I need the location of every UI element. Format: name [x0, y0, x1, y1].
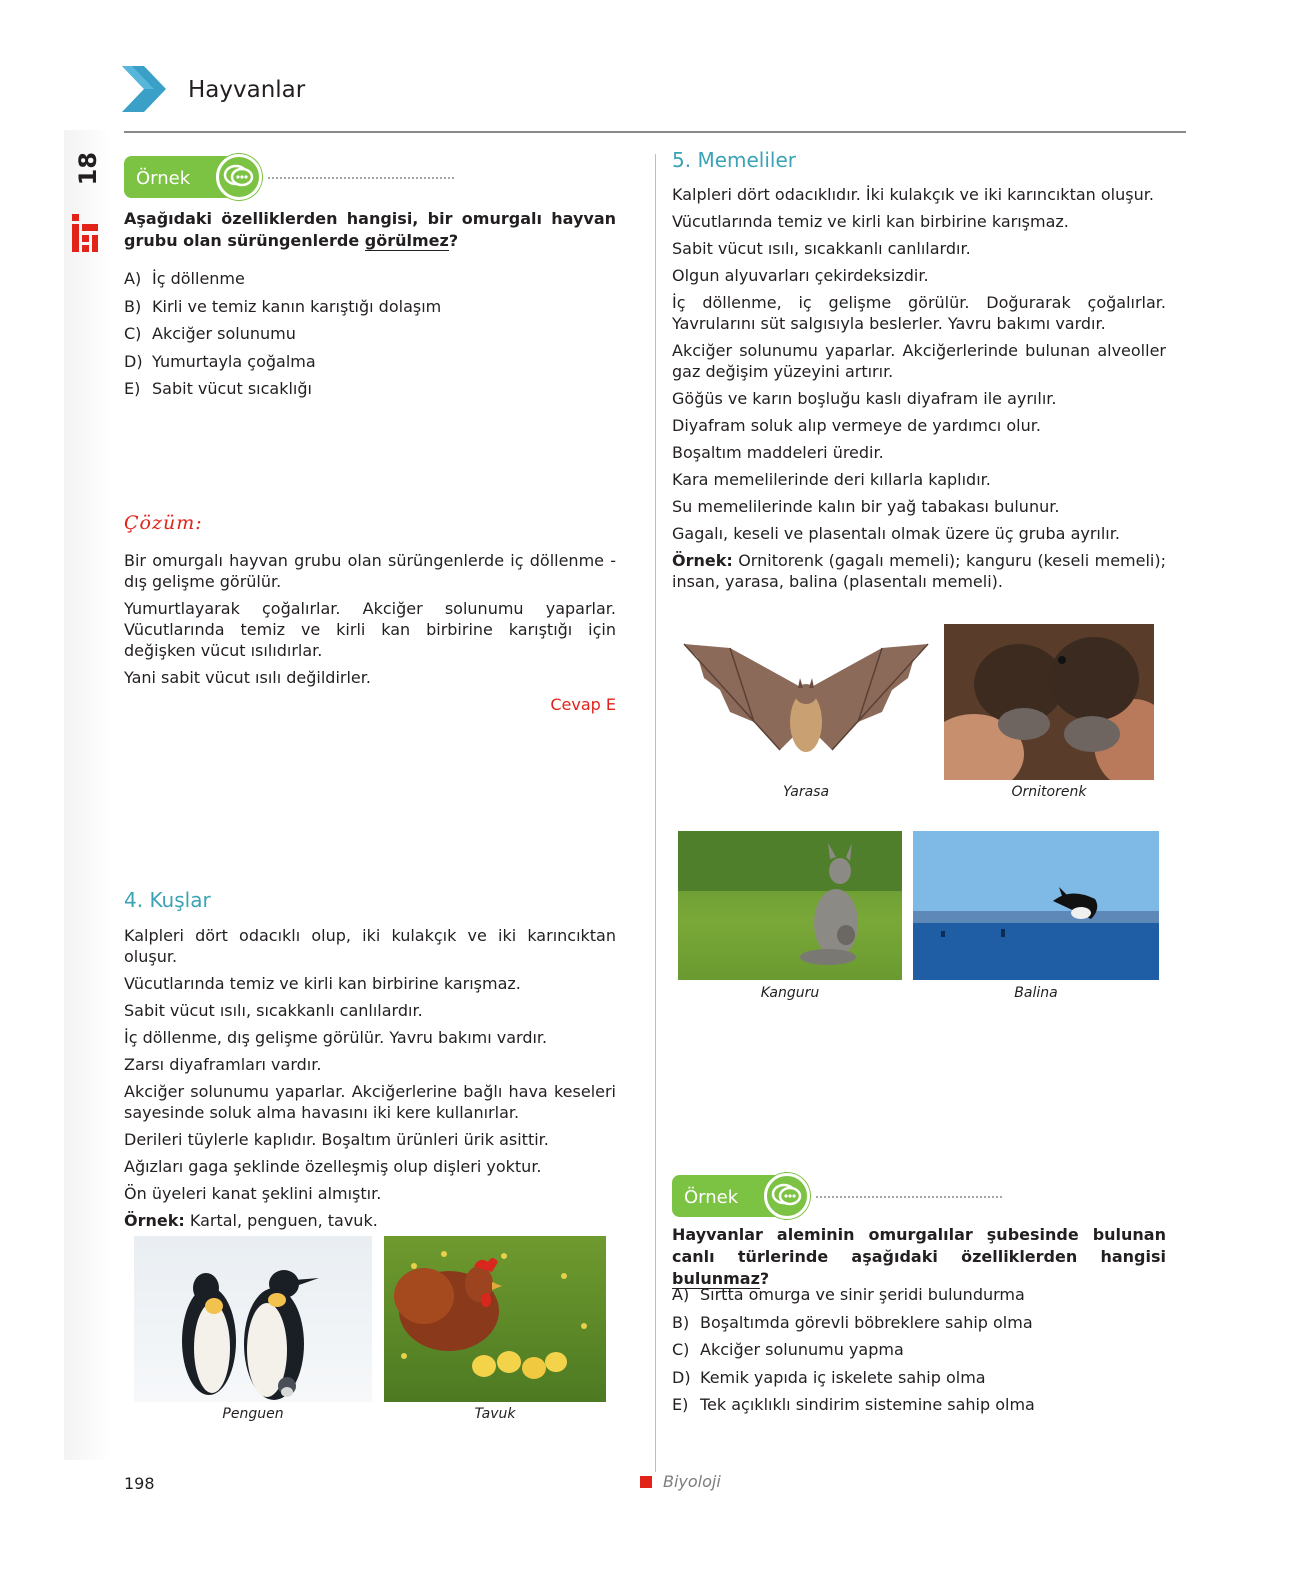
birds-paragraph: Kalpleri dört odacıklı olup, iki kulakçık ve iki karıncıktan oluşur.: [124, 926, 616, 966]
side-label-number: 18: [74, 152, 102, 186]
bat-photo: [680, 630, 932, 780]
whale-caption: Balina: [1014, 985, 1058, 1001]
birds-paragraph: Sabit vücut ısılı, sıcakkanlı canlılardır.: [124, 1001, 423, 1020]
kangaroo-caption: Kanguru: [760, 985, 820, 1001]
section-title-birds: 4. Kuşlar: [124, 888, 211, 912]
side-label: [68, 152, 106, 252]
birds-paragraph: Akciğer solunumu yaparlar. Akciğerlerine bağlı hava keseleri sayesinde soluk alma havasını iki kere kullanırlar.: [124, 1082, 616, 1122]
option-text: Kirli ve temiz kanın karıştığı dolaşım: [152, 296, 442, 316]
header-rule: [124, 131, 1186, 133]
example-question-underlined: bulunmaz: [672, 1269, 760, 1288]
birds-paragraph: Vücutlarında temiz ve kirli kan birbirine karışmaz.: [124, 974, 521, 993]
solution-paragraph: Bir omurgalı hayvan grubu olan sürüngenlerde iç döllenme - dış gelişme görülür.: [124, 551, 616, 591]
option-text: Kemik yapıda iç iskelete sahip olma: [700, 1367, 986, 1387]
birds-paragraph: Zarsı diyaframları vardır.: [124, 1055, 322, 1074]
mammals-paragraph: Diyafram soluk alıp vermeye de yardımcı olur.: [672, 416, 1041, 435]
chicken-caption: Tavuk: [474, 1406, 516, 1422]
option-text: Akciğer solunumu yapma: [700, 1340, 904, 1359]
option-e[interactable]: [672, 1391, 1166, 1419]
option-letter: E): [672, 1395, 689, 1414]
option-e[interactable]: [124, 375, 616, 403]
option-d[interactable]: [672, 1364, 1166, 1392]
answer-label: Cevap E: [550, 695, 616, 714]
birds-paragraph: İç döllenme, dış gelişme görülür. Yavru bakımı vardır.: [124, 1028, 548, 1047]
solution-paragraph: Yani sabit vücut ısılı değildirler.: [124, 668, 371, 687]
option-c[interactable]: [124, 320, 616, 348]
mammals-paragraph: Boşaltım maddeleri üredir.: [672, 443, 884, 462]
page-title: Hayvanlar: [188, 77, 306, 103]
example-badge: [124, 154, 454, 200]
birds-example: [124, 1210, 616, 1231]
speech-bubble-icon: [764, 1173, 810, 1219]
side-label-mark-icon: [72, 214, 100, 252]
mammals-paragraph: Gagalı, keseli ve plasentalı olmak üzere üç gruba ayrılır.: [672, 524, 1120, 543]
mammals-example: [672, 550, 1166, 592]
mammals-paragraph: Sabit vücut ısılı, sıcakkanlı canlılardır.: [672, 239, 971, 258]
solution-paragraph: Yumurtlayarak çoğalırlar. Akciğer solunumu yaparlar. Vücutlarında temiz ve kirli kan birbirine karıştığı için değişken vücut ısılıdırlar.: [124, 599, 616, 660]
mammals-text: [672, 184, 1166, 598]
example-badge-dots: [268, 177, 454, 179]
solution-title: Çözüm:: [124, 512, 203, 534]
whale-photo: [913, 831, 1159, 980]
example-options: [672, 1281, 1166, 1419]
mammals-paragraph: Kara memelilerinde deri kıllarla kaplıdır.: [672, 470, 991, 489]
option-text: Yumurtayla çoğalma: [152, 351, 316, 371]
example-badge-label: Örnek: [136, 168, 191, 189]
option-letter: B): [672, 1312, 690, 1332]
option-text: Boşaltımda görevli böbreklere sahip olma: [700, 1312, 1033, 1332]
example-question-underlined: görülmez: [364, 231, 449, 250]
speech-bubble-icon: [216, 154, 262, 200]
chicken-photo: [384, 1236, 606, 1402]
option-text: İç döllenme: [152, 269, 245, 288]
mammals-paragraph: Akciğer solunumu yaparlar. Akciğerlerinde bulunan alveoller gaz değişim yüzeyini artırır.: [672, 341, 1166, 381]
book-square-icon: [640, 1476, 652, 1488]
option-a[interactable]: [124, 265, 616, 293]
option-d[interactable]: [124, 348, 616, 376]
example-question-suffix: ?: [759, 1269, 770, 1288]
option-text: Akciğer solunumu: [152, 324, 296, 343]
option-letter: D): [672, 1367, 691, 1387]
mammals-paragraph: İç döllenme, iç gelişme görülür. Doğurarak çoğalırlar. Yavrularını süt salgısıyla beslerler. Yavru bakımı vardır.: [672, 293, 1166, 333]
mammals-example-text: Ornitorenk (gagalı memeli); kanguru (keseli memeli); insan, yarasa, balina (plasentalı memeli).: [672, 551, 1166, 591]
example-question: [124, 208, 616, 252]
option-letter: E): [124, 379, 141, 398]
option-a[interactable]: [672, 1281, 1166, 1309]
option-letter: B): [124, 296, 142, 316]
example-options: [124, 265, 616, 403]
kangaroo-photo: [678, 831, 902, 980]
birds-text: [124, 925, 616, 1237]
option-letter: C): [124, 324, 142, 343]
penguin-photo: [134, 1236, 372, 1402]
example-badge: [672, 1173, 1002, 1219]
book-name: Biyoloji: [663, 1472, 721, 1491]
option-text: Sabit vücut sıcaklığı: [152, 379, 312, 398]
example-question-prefix: Hayvanlar aleminin omurgalılar şubesinde bulunan canlı türlerinde aşağıdaki özelliklerden hangisi: [672, 1225, 1166, 1266]
platypus-photo: [944, 624, 1154, 780]
option-text: Tek açıklıklı sindirim sistemine sahip olma: [700, 1395, 1035, 1414]
mammals-paragraph: Olgun alyuvarları çekirdeksizdir.: [672, 266, 929, 285]
solution-text: [124, 550, 616, 694]
penguin-caption: Penguen: [222, 1406, 284, 1422]
column-divider: [655, 154, 656, 1472]
mammals-paragraph: Su memelilerinde kalın bir yağ tabakası bulunur.: [672, 497, 1060, 516]
option-letter: A): [124, 269, 142, 288]
example-question-suffix: ?: [448, 231, 459, 250]
side-strip: [64, 130, 110, 1460]
mammals-example-label: Örnek:: [672, 551, 733, 570]
birds-paragraph: Ağızları gaga şeklinde özelleşmiş olup dişleri yoktur.: [124, 1157, 542, 1176]
birds-paragraph: Ön üyeleri kanat şeklini almıştır.: [124, 1184, 382, 1203]
example-question-prefix: Aşağıdaki özelliklerden hangisi, bir omurgalı hayvan grubu olan sürüngenlerde: [124, 209, 616, 250]
option-c[interactable]: [672, 1336, 1166, 1364]
option-b[interactable]: [124, 293, 616, 321]
option-letter: D): [124, 351, 143, 371]
page-number: 198: [124, 1474, 155, 1493]
option-text: Sırtta omurga ve sinir şeridi bulundurma: [700, 1285, 1025, 1304]
option-b[interactable]: [672, 1309, 1166, 1337]
mammals-paragraph: Kalpleri dört odacıklıdır. İki kulakçık ve iki karıncıktan oluşur.: [672, 185, 1154, 204]
platypus-caption: Ornitorenk: [1011, 784, 1087, 800]
mammals-paragraph: Vücutlarında temiz ve kirli kan birbirine karışmaz.: [672, 212, 1069, 231]
option-letter: A): [672, 1285, 690, 1304]
section-title-mammals: 5. Memeliler: [672, 148, 796, 172]
birds-example-label: Örnek:: [124, 1211, 185, 1230]
example-badge-label: Örnek: [684, 1187, 739, 1208]
mammals-paragraph: Göğüs ve karın boşluğu kaslı diyafram ile ayrılır.: [672, 389, 1057, 408]
birds-paragraph: Derileri tüylerle kaplıdır. Boşaltım ürünleri ürik asittir.: [124, 1130, 549, 1149]
bat-caption: Yarasa: [782, 784, 830, 800]
birds-example-text: Kartal, penguen, tavuk.: [184, 1211, 378, 1230]
chevron-right-icon: [122, 66, 166, 112]
option-letter: C): [672, 1340, 690, 1359]
example-badge-dots: [816, 1196, 1002, 1198]
